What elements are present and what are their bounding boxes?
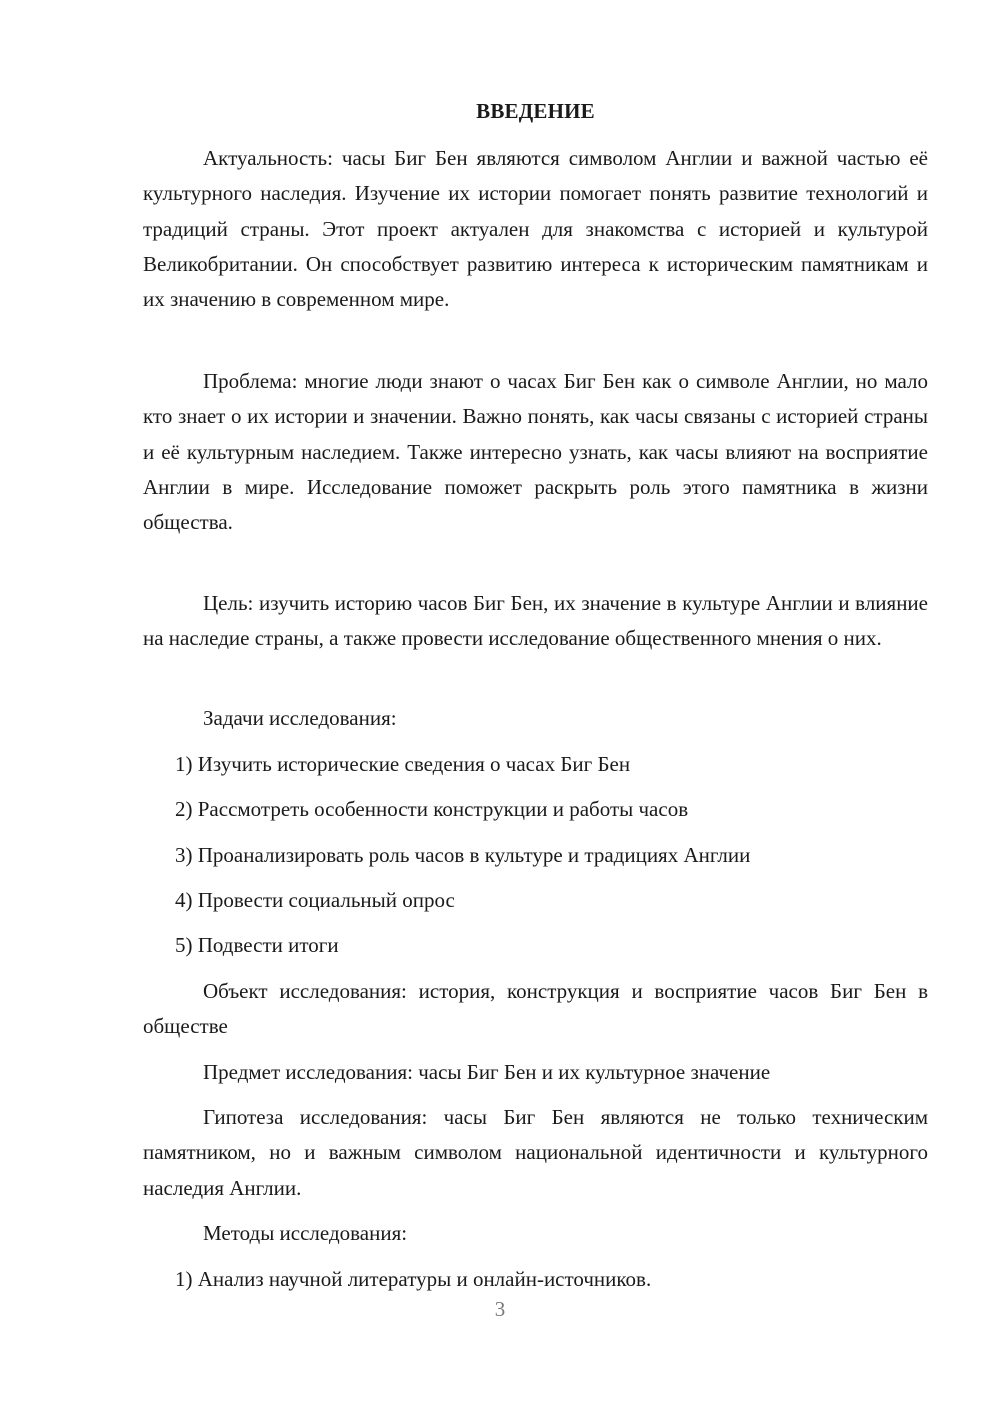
relevance-paragraph: Актуальность: часы Биг Бен являются символом Англии и важной частью её культурного наследия. Изучение их истории помогает понять развитие технологий и традиций страны. Этот проект актуален для знакомства с историей и культурой Великобритании. Он способствует развитию интереса к историческим памятникам и их значению в современном мире. <box>143 146 928 312</box>
object-paragraph: Объект исследования: история, конструкция и восприятие часов Биг Бен в обществе <box>143 979 928 1039</box>
problem-paragraph: Проблема: многие люди знают о часах Биг Бен как о символе Англии, но мало кто знает о их истории и значении. Важно понять, как часы связаны с историей страны и её культурным наследием. Также интересно узнать, как часы влияют на восприятие Англии в мире. Исследование поможет раскрыть роль этого памятника в жизни общества. <box>143 369 928 535</box>
hypothesis-paragraph: Гипотеза исследования: часы Биг Бен являются не только техническим памятником, но и важным символом национальной идентичности и культурного наследия Англии. <box>143 1105 928 1200</box>
section-title: ВВЕДЕНИЕ <box>476 99 595 123</box>
task-item-4: 4) Провести социальный опрос <box>175 888 455 912</box>
task-item-3: 3) Проанализировать роль часов в культуре и традициях Англии <box>175 843 751 867</box>
task-item-2: 2) Рассмотреть особенности конструкции и работы часов <box>175 797 689 821</box>
task-item-5: 5) Подвести итоги <box>175 933 339 957</box>
task-item-1: 1) Изучить исторические сведения о часах Биг Бен <box>175 752 631 776</box>
method-item-1: 1) Анализ научной литературы и онлайн-источников. <box>175 1267 652 1291</box>
page-number: 3 <box>494 1297 506 1321</box>
methods-heading: Методы исследования: <box>203 1221 408 1245</box>
tasks-heading: Задачи исследования: <box>203 706 397 730</box>
goal-paragraph: Цель: изучить историю часов Биг Бен, их значение в культуре Англии и влияние на наследие страны, а также провести исследование общественного мнения о них. <box>143 591 928 651</box>
subject-paragraph: Предмет исследования: часы Биг Бен и их культурное значение <box>203 1060 771 1084</box>
